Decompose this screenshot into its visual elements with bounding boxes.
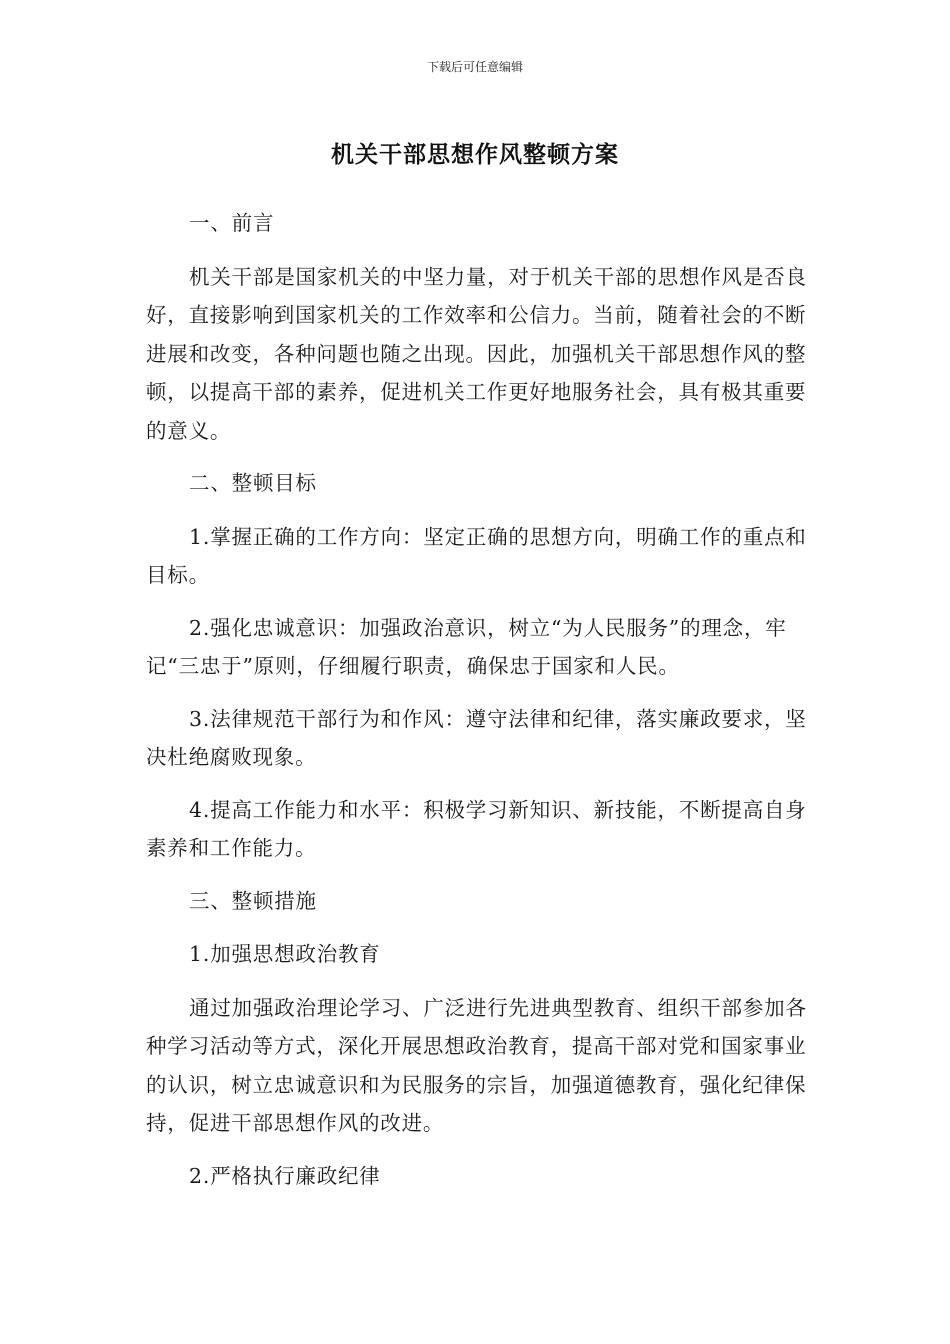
goal-item-2: 2.强化忠诚意识：加强政治意识，树立“为人民服务”的理念，牢记“三忠于”原则，仔细履行职责，确保忠于国家和人民。 xyxy=(146,615,787,678)
goal-item-3: 3.法律规范干部行为和作风：遵守法律和纪律，落实廉政要求，坚决杜绝腐败现象。 xyxy=(146,706,807,769)
measure-heading-1: 1.加强思想政治教育 xyxy=(189,942,381,966)
header-note: 下载后可任意编辑 xyxy=(426,60,523,74)
section-heading-preface: 一、前言 xyxy=(189,211,275,235)
measure-paragraph-1: 通过加强政治理论学习、广泛进行先进典型教育、组织干部参加各种学习活动等方式，深化开展思想政治教育，提高干部对党和国家事业的认识，树立忠诚意识和为民服务的宗旨，加强道德教育，强化纪律保持，促进干部思想作风的改进。 xyxy=(146,995,807,1135)
document-title: 机关干部思想作风整顿方案 xyxy=(331,142,619,168)
document-body xyxy=(146,204,810,1210)
section-heading-goals: 二、整顿目标 xyxy=(189,471,317,495)
goal-item-4: 4.提高工作能力和水平：积极学习新知识、新技能，不断提高自身素养和工作能力。 xyxy=(146,797,807,860)
section-heading-measures: 三、整顿措施 xyxy=(189,888,317,913)
goal-item-1: 1.掌握正确的工作方向：坚定正确的思想方向，明确工作的重点和目标。 xyxy=(146,524,807,587)
measure-heading-2: 2.严格执行廉政纪律 xyxy=(189,1163,381,1188)
paragraph-preface: 机关干部是国家机关的中坚力量，对于机关干部的思想作风是否良好，直接影响到国家机关的工作效率和公信力。当前，随着社会的不断进展和改变，各种问题也随之出现。因此，加强机关干部思想作风的整顿，以提高干部的素养，促进机关工作更好地服务社会，具有极其重要的意义。 xyxy=(146,264,807,443)
